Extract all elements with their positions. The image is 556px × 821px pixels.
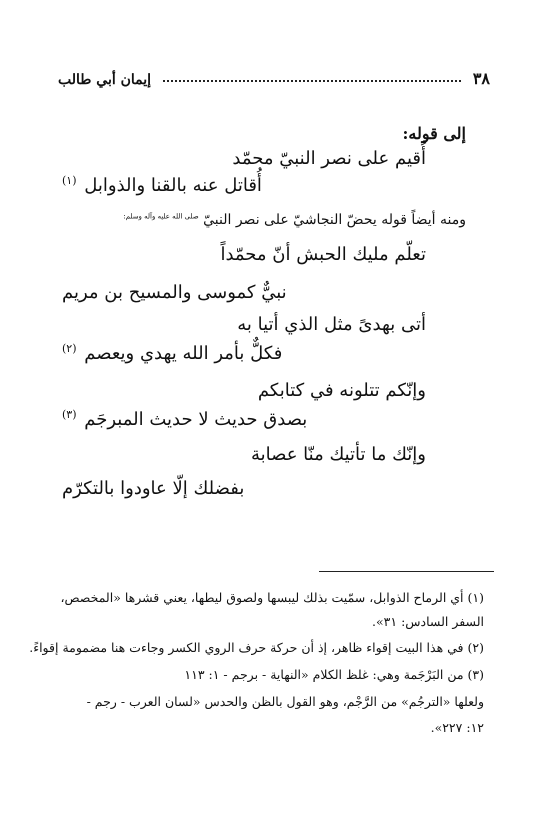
verse3-first-hemistich: أتى بهدىً مثل الذي أتيا به xyxy=(237,314,426,335)
verse1-first-hemistich: أُقيم على نصر النبيّ محمّد xyxy=(232,148,426,169)
footnote-2: (٢) في هذا البيت إقواء ظاهر، إذ أن حركة حرف الروي الكسر وجاءت هنا مضمومة إقواءً. xyxy=(29,640,484,655)
footnote-separator xyxy=(319,571,494,572)
header-dotted-leader xyxy=(163,80,461,82)
verse2-second-hemistich: نبيٌّ كموسى والمسيح بن مريم xyxy=(62,282,287,303)
prose-text: ومنه أيضاً قوله يحضّ النجاشيّ على نصر النبيّ xyxy=(203,212,466,228)
verse5-first-hemistich: وإنّك ما تأتيك منّا عصابة xyxy=(250,444,426,465)
footnote-1-line-1: (١) أي الرماح الذوابل، سمّيت بذلك ليبسها ولصوق ليطها، يعني قشرها «المخصص، xyxy=(60,590,484,605)
verse1-second-text: أُقاتل عنه بالقنا والذوابل xyxy=(84,175,262,196)
verse4-second-hemistich xyxy=(62,408,307,430)
page-number: ٣٨ xyxy=(472,69,490,88)
verse4-first-hemistich: وإنّكم تتلونه في كتابكم xyxy=(257,380,426,401)
footnote-ref-1: (١) xyxy=(62,174,77,187)
verse1-second-hemistich xyxy=(62,174,262,196)
verse5-second-hemistich: بفضلك إلّا عاودوا بالتكرّم xyxy=(62,478,245,499)
page-header xyxy=(58,58,490,88)
salutation-mark: صلى الله عليه وآله وسلم: xyxy=(123,212,199,221)
verse3-second-text: فكلٌّ بأمر الله يهدي ويعصم xyxy=(84,343,283,364)
verse3-second-hemistich xyxy=(62,342,282,364)
verse4-second-text: بصدق حديث لا حديث المبرجَم xyxy=(84,409,308,430)
footnote-ref-2: (٢) xyxy=(62,342,77,355)
footnote-3-line-3: ١٢: ٢٢٧». xyxy=(430,720,484,735)
verse2-first-hemistich: تعلّم مليك الحبش أنّ محمّداً xyxy=(220,244,426,265)
footnote-3-line-2: ولعلها «الترجُم» من الرَّجْم، وهو القول بالظن والحدس «لسان العرب - رجم - xyxy=(86,694,484,709)
footnote-1-line-2: السفر السادس: ٣١». xyxy=(372,614,484,629)
footnote-ref-3: (٣) xyxy=(62,408,77,421)
prose-line xyxy=(123,212,466,228)
intro-line: إلى قوله: xyxy=(402,124,466,143)
running-title: إيمان أبي طالب xyxy=(58,72,152,88)
footnote-3-line-1: (٣) من البَرْجَمة وهي: غلظ الكلام «النهاية - برجم - ١: ١١٣ xyxy=(184,667,484,682)
